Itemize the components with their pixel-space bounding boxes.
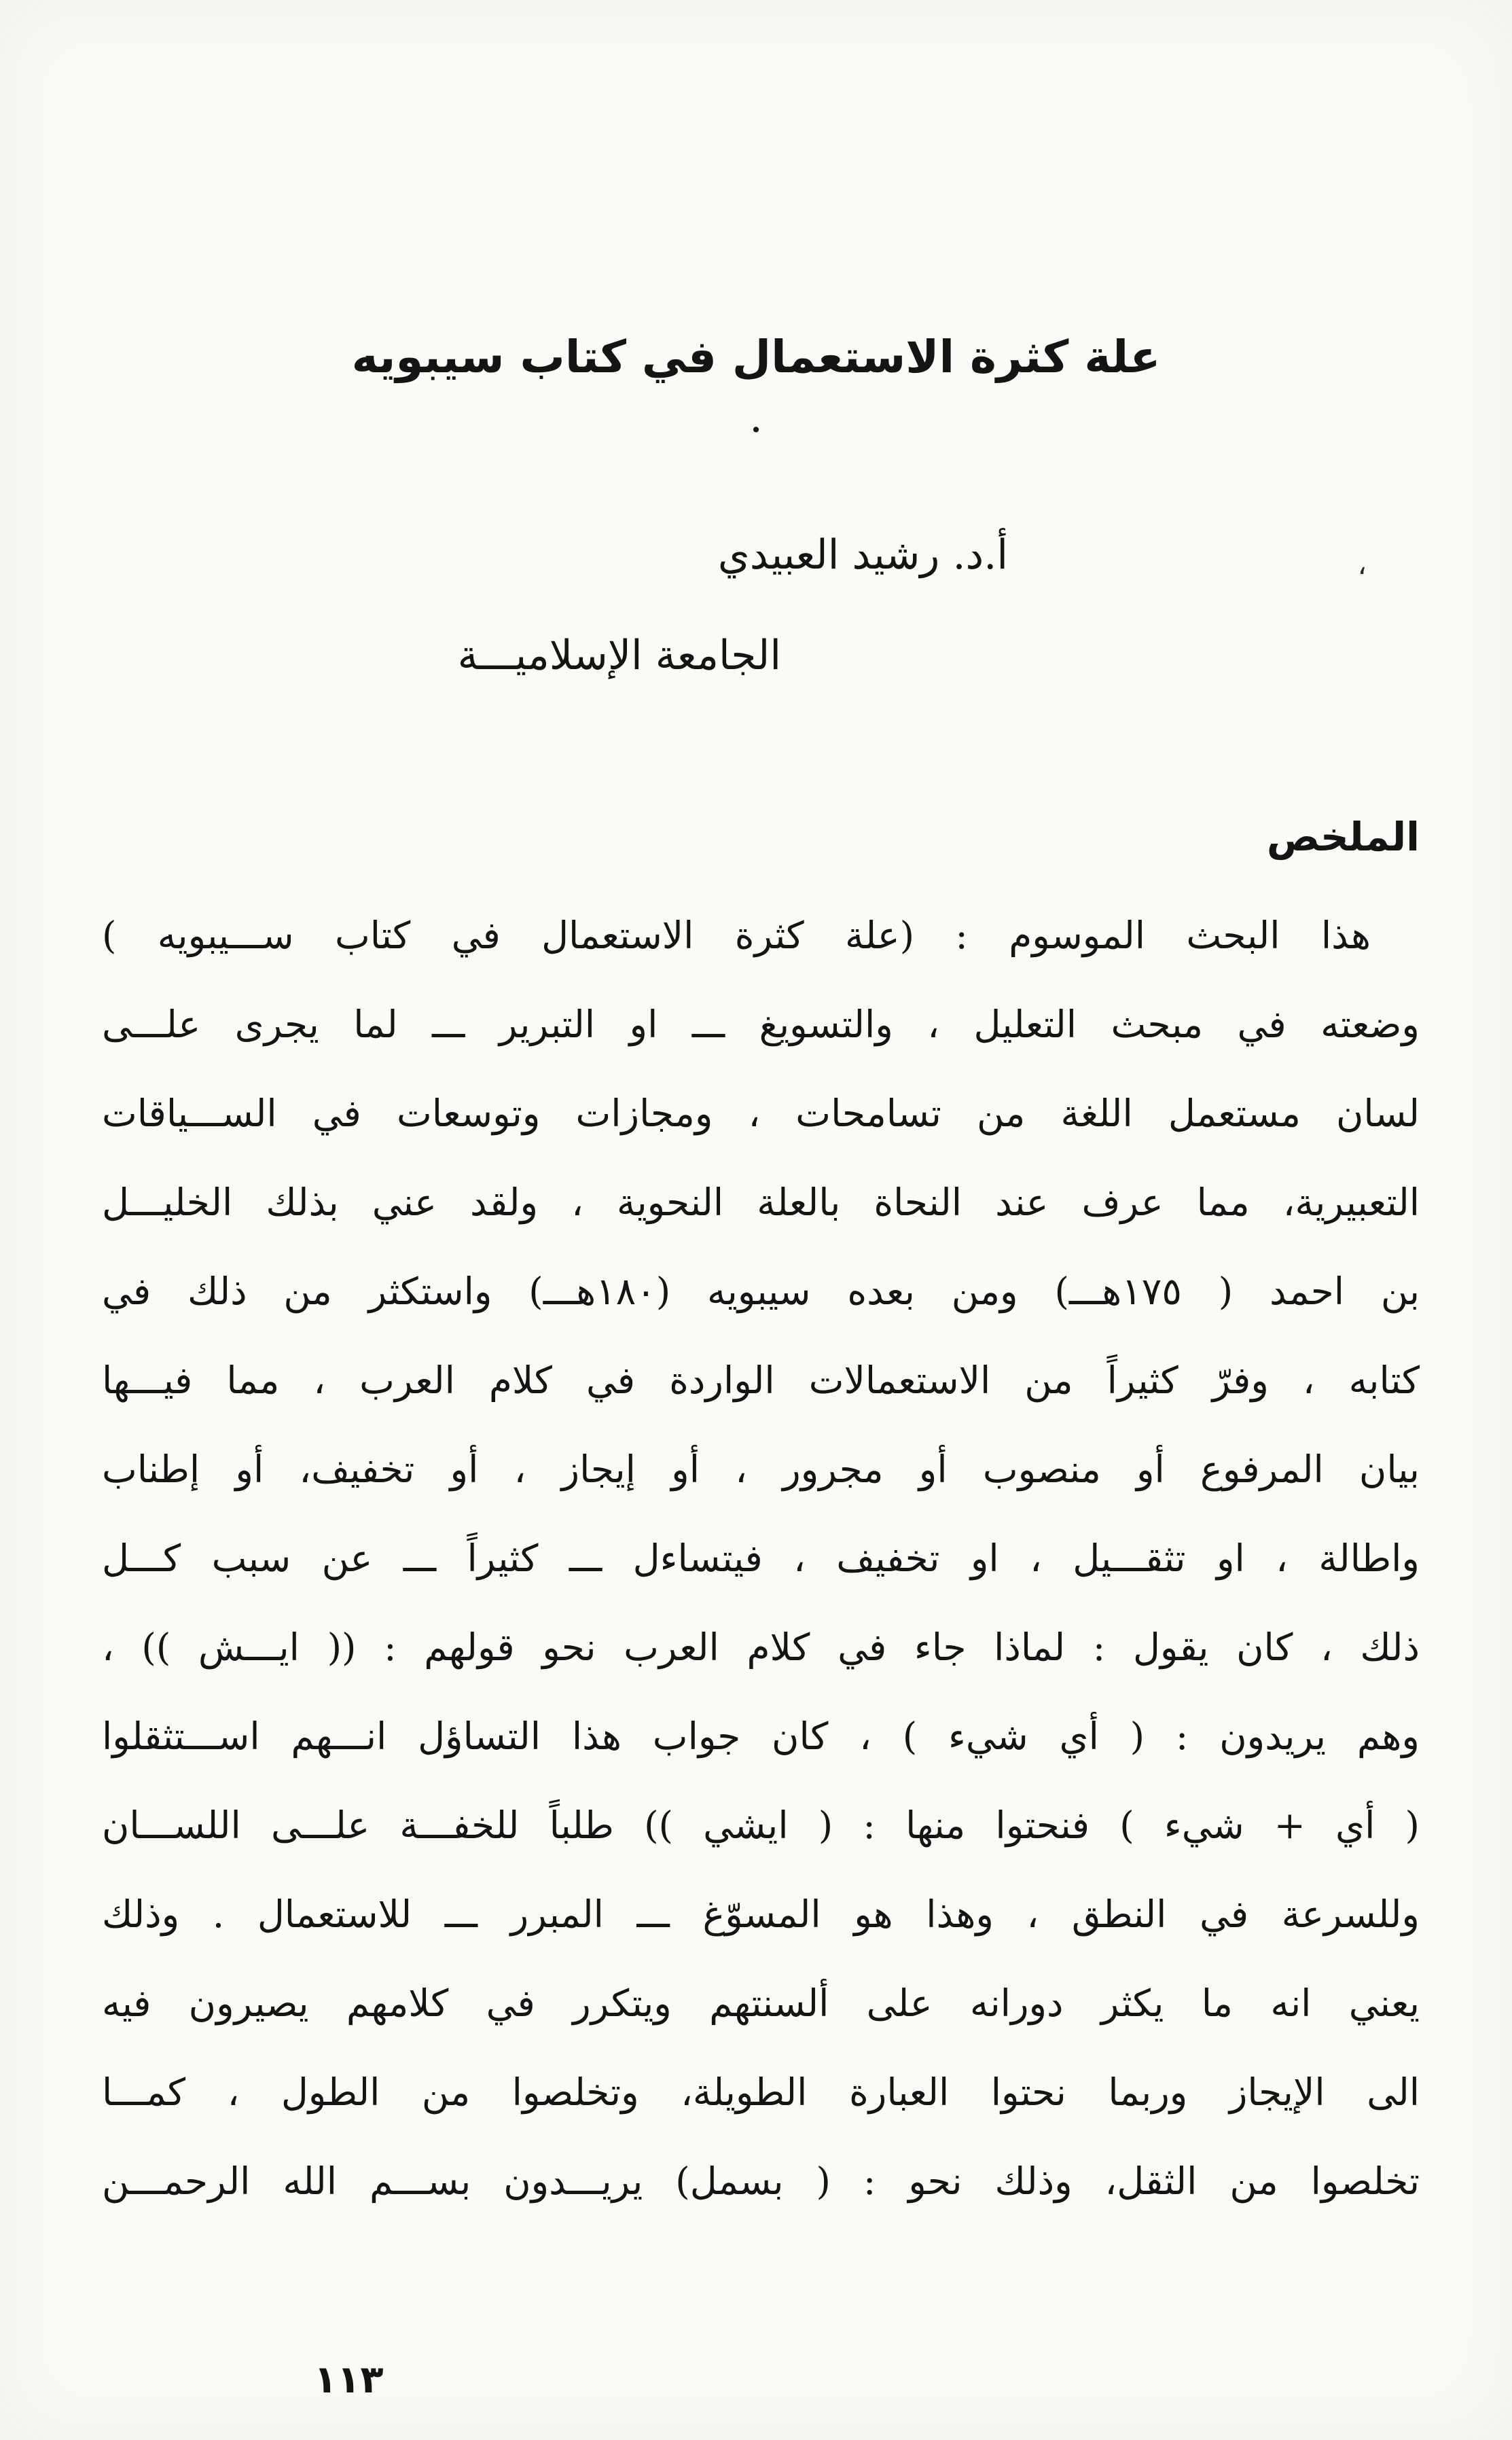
abstract-body-line: التعبيرية، مما عرف عند النحاة بالعلة النحوية ، ولقد عني بذلك الخليـــل xyxy=(102,1181,1420,1224)
author-name: أ.د. رشيد العبيدي xyxy=(717,531,1008,579)
stray-scan-mark: ، xyxy=(1357,548,1367,581)
abstract-body-line: يعني انه ما يكثر دورانه على ألسنتهم ويتكرر في كلامهم يصيرون فيه xyxy=(102,1981,1420,2025)
abstract-body-line: ( أي + شيء ) فنحتوا منها : ( ايشي )) طلباً للخفـــة علـــى اللســـان xyxy=(102,1804,1420,1847)
abstract-body-line: كتابه ، وفرّ كثيراً من الاستعمالات الواردة في كلام العرب ، مما فيـــها xyxy=(102,1359,1420,1402)
abstract-body xyxy=(102,891,1420,2226)
abstract-body-line: واطالة ، او تثقـــيل ، او تخفيف ، فيتساءل ـــ كثيراً ـــ عن سبب كـــل xyxy=(102,1537,1420,1580)
abstract-body-line: بن احمد ( ١٧٥هـــ) ومن بعده سيبويه (١٨٠هـــ) واستكثر من ذلك في xyxy=(102,1270,1420,1313)
abstract-body-line: وهم يريدون : ( أي شيء ) ، كان جواب هذا التساؤل انـــهم اســـتثقلوا xyxy=(102,1715,1420,1758)
abstract-heading: الملخص xyxy=(1266,814,1420,860)
abstract-body-line: بيان المرفوع أو منصوب أو مجرور ، أو إيجاز ، أو تخفيف، أو إطناب xyxy=(102,1448,1420,1491)
abstract-body-line: وضعته في مبحث التعليل ، والتسويغ ـــ او التبرير ـــ لما يجرى علـــى xyxy=(102,1003,1420,1046)
page-number: ١١٣ xyxy=(314,2357,384,2402)
abstract-body-line: وللسرعة في النطق ، وهذا هو المسوّغ ـــ المبرر ـــ للاستعمال . وذلك xyxy=(102,1892,1420,1936)
abstract-body-line: هذا البحث الموسوم : (علة كثرة الاستعمال في كتاب ســـيبويه ) xyxy=(102,914,1371,957)
title-period-mark: . xyxy=(751,405,761,439)
abstract-body-line: تخلصوا من الثقل، وذلك نحو : ( بسمل) يريـــدون بســـم الله الرحمـــن xyxy=(102,2159,1420,2203)
author-affiliation: الجامعة الإسلاميـــة xyxy=(457,632,781,679)
paper-title: علة كثرة الاستعمال في كتاب سيبويه xyxy=(351,330,1161,383)
abstract-body-line: الى الإيجاز وربما نحتوا العبارة الطويلة، وتخلصوا من الطول ، كمـــا xyxy=(102,2070,1420,2114)
abstract-body-line: لسان مستعمل اللغة من تسامحات ، ومجازات وتوسعات في الســـياقات xyxy=(102,1092,1420,1135)
abstract-body-line: ذلك ، كان يقول : لماذا جاء في كلام العرب نحو قولهم : (( ايـــش )) ، xyxy=(102,1626,1420,1669)
